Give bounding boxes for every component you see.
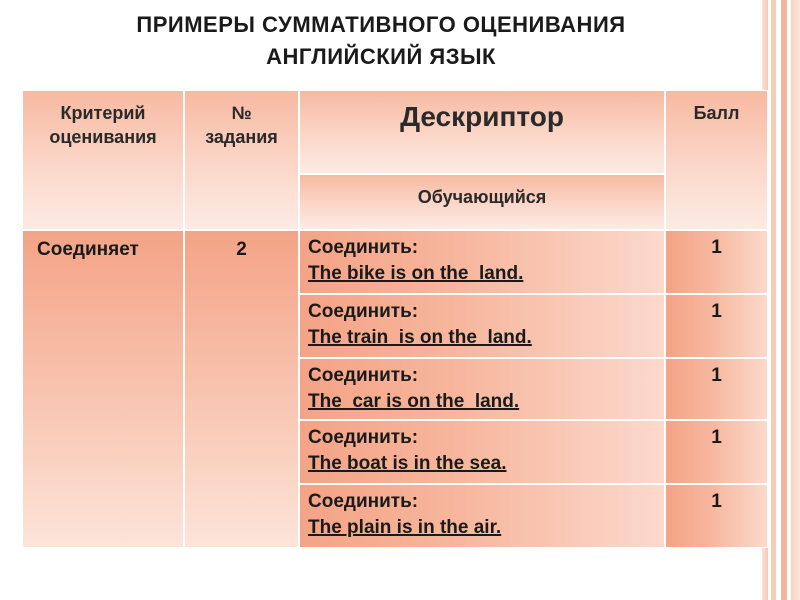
descriptor-row: Соединить: The bike is on the land. [299, 230, 665, 294]
score-cell: 1 [665, 484, 768, 548]
score-cell: 1 [665, 420, 768, 484]
descriptor-row: Соединить: The car is on the land. [299, 358, 665, 420]
decorative-stripe [781, 0, 787, 600]
score-cell: 1 [665, 358, 768, 420]
page-subtitle: АНГЛИЙСКИЙ ЯЗЫК [266, 44, 496, 69]
task-number-cell: 2 [184, 230, 299, 548]
header-score: Балл [665, 90, 768, 230]
descriptor-row: Соединить: The plain is in the air. [299, 484, 665, 548]
score-cell: 1 [665, 230, 768, 294]
header-criterion: Критерий оценивания [22, 90, 184, 230]
assessment-table [22, 90, 768, 548]
criterion-cell: Соединяет [22, 230, 184, 548]
header-learner: Обучающийся [299, 174, 665, 230]
descriptor-row: Соединить: The train is on the land. [299, 294, 665, 358]
page-title: ПРИМЕРЫ СУММАТИВНОГО ОЦЕНИВАНИЯ [136, 12, 626, 37]
descriptor-row: Соединить: The boat is in the sea. [299, 420, 665, 484]
decorative-stripe [771, 0, 776, 600]
decorative-stripe [791, 0, 800, 600]
header-task-number: № задания [184, 90, 299, 230]
score-cell: 1 [665, 294, 768, 358]
header-descriptor: Дескриптор [299, 90, 665, 174]
